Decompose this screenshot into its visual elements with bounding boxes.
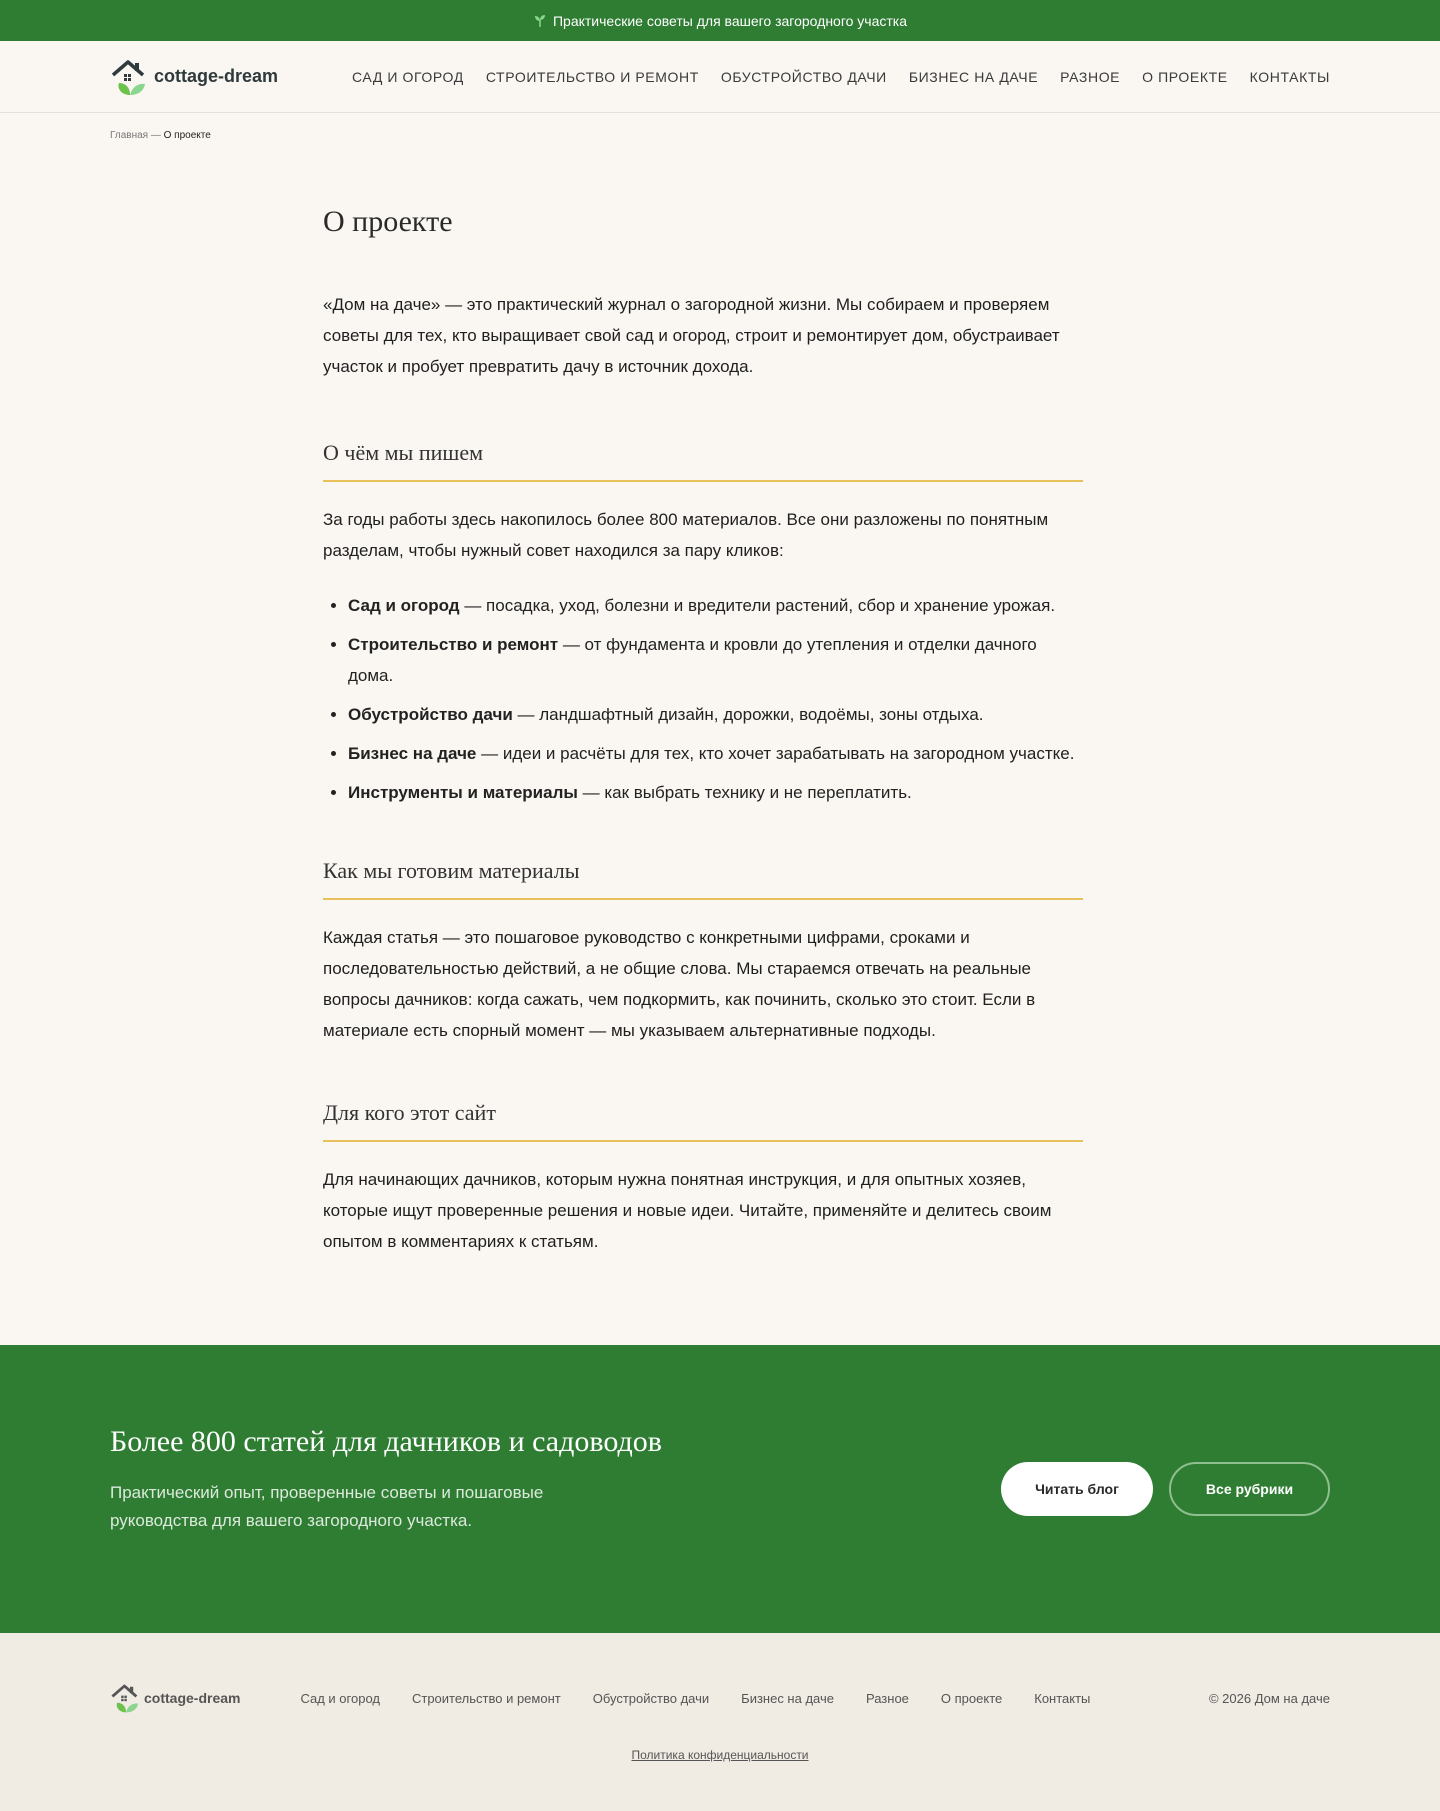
cta-buttons (1001, 1462, 1330, 1633)
list-item-text: — как выбрать технику и не переплатить. (577, 783, 912, 802)
nav-item-garden[interactable]: САД И ОГОРОД (352, 68, 464, 85)
list-item-text: — идеи и расчёты для тех, кто хочет зарабатывать на загородном участке. (476, 744, 1075, 763)
topbar-text: Практические советы для вашего загородного участка (552, 12, 908, 29)
list-item-bold: Строительство и ремонт (348, 635, 559, 654)
page-title: О проекте (323, 205, 453, 238)
footer-logo-text: cottage-dream (144, 1690, 241, 1706)
top-announcement-bar (0, 0, 1440, 41)
list-item (348, 738, 1083, 769)
breadcrumb (0, 113, 1440, 153)
list-item-bold: Сад и огород (348, 596, 460, 615)
footer-link-arrangement[interactable]: Обустройство дачи (592, 1690, 710, 1706)
footer-link-business[interactable]: Бизнес на даче (741, 1690, 834, 1706)
list-item-text: — от фундамента и кровли до утепления и отделки дачного дома. (348, 635, 1037, 685)
section-title: Для кого этот сайт (323, 1100, 1083, 1142)
logo-text: cottage-dream (154, 66, 279, 86)
list-item (348, 777, 1083, 808)
footer-link-about[interactable]: О проекте (940, 1690, 1003, 1706)
footer-logo[interactable] (110, 1682, 240, 1714)
read-blog-button[interactable]: Читать блог (1001, 1462, 1153, 1516)
all-categories-button[interactable]: Все рубрики (1169, 1462, 1330, 1516)
site-footer (0, 1633, 1440, 1811)
list-item-text: — ландшафтный дизайн, дорожки, водоёмы, зоны отдыха. (512, 705, 984, 724)
main-nav (352, 69, 1330, 85)
section-topics (323, 440, 1083, 808)
sprout-icon (533, 14, 547, 28)
footer-row (110, 1633, 1330, 1763)
site-header (0, 41, 1440, 113)
cta-title: Более 800 статей для дачников и садоводов (110, 1425, 662, 1458)
section-process (323, 858, 1083, 1046)
site-logo[interactable] (110, 57, 278, 97)
footer-link-construction[interactable]: Строительство и ремонт (411, 1690, 561, 1706)
section-title: О чём мы пишем (323, 440, 1083, 482)
breadcrumb-current: О проекте (163, 130, 211, 141)
section-paragraph: Каждая статья — это пошаговое руководство с конкретными цифрами, сроками и последовательностью действий, а не общие слова. Мы стараемся отвечать на реальные вопросы дачников: когда сажать, чем подкормить, как починить, сколько это стоит. Если в материале есть спорный момент — мы указываем альтернативные подходы. (323, 928, 1036, 1040)
list-item-bold: Бизнес на даче (348, 744, 477, 763)
list-item-text: — посадка, уход, болезни и вредители растений, сбор и хранение урожая. (459, 596, 1056, 615)
house-logo-icon (110, 57, 150, 97)
topics-list (323, 590, 1083, 808)
section-title: Как мы готовим материалы (323, 858, 1083, 900)
footer-link-misc[interactable]: Разное (865, 1690, 909, 1706)
privacy-policy-link[interactable]: Политика конфиденциальности (631, 1748, 809, 1762)
nav-item-construction[interactable]: СТРОИТЕЛЬСТВО И РЕМОНТ (485, 68, 699, 85)
cta-text-block (110, 1425, 662, 1633)
section-paragraph: За годы работы здесь накопилось более 800 материалов. Все они разложены по понятным разделам, чтобы нужный совет находился за пару кликов: (323, 510, 1049, 560)
copyright: © 2026 Дом на даче (1208, 1690, 1330, 1706)
cta-subtitle: Практический опыт, проверенные советы и пошаговые руководства для вашего загородного участка. (110, 1483, 544, 1530)
nav-item-business[interactable]: БИЗНЕС НА ДАЧЕ (908, 68, 1039, 85)
footer-link-contacts[interactable]: Контакты (1034, 1690, 1091, 1706)
house-logo-icon (110, 1682, 142, 1714)
nav-item-arrangement[interactable]: ОБУСТРОЙСТВО ДАЧИ (720, 68, 887, 85)
cta-banner (0, 1345, 1440, 1633)
section-audience (323, 1100, 1083, 1257)
intro-paragraph: «Дом на даче» — это практический журнал о загородной жизни. Мы собираем и проверяем советы для тех, кто выращивает свой сад и огород, строит и ремонтирует дом, обустраивает участок и пробует превратить дачу в источник дохода. (323, 295, 1060, 376)
section-paragraph: Для начинающих дачников, которым нужна понятная инструкция, и для опытных хозяев, которые ищут проверенные решения и новые идеи. Читайте, применяйте и делитесь своим опытом в комментариях к статьям. (323, 1170, 1052, 1251)
list-item (348, 699, 1083, 730)
footer-link-garden[interactable]: Сад и огород (300, 1690, 380, 1706)
nav-item-about[interactable]: О ПРОЕКТЕ (1142, 68, 1228, 85)
list-item (348, 590, 1083, 621)
main-content (323, 205, 1083, 1257)
list-item-bold: Инструменты и материалы (348, 783, 578, 802)
breadcrumb-separator: — (148, 130, 164, 141)
breadcrumb-home[interactable]: Главная (110, 130, 149, 141)
list-item (348, 629, 1083, 691)
nav-item-misc[interactable]: РАЗНОЕ (1060, 68, 1121, 85)
footer-nav (300, 1691, 1090, 1706)
nav-item-contacts[interactable]: КОНТАКТЫ (1249, 68, 1330, 85)
list-item-bold: Обустройство дачи (348, 705, 513, 724)
